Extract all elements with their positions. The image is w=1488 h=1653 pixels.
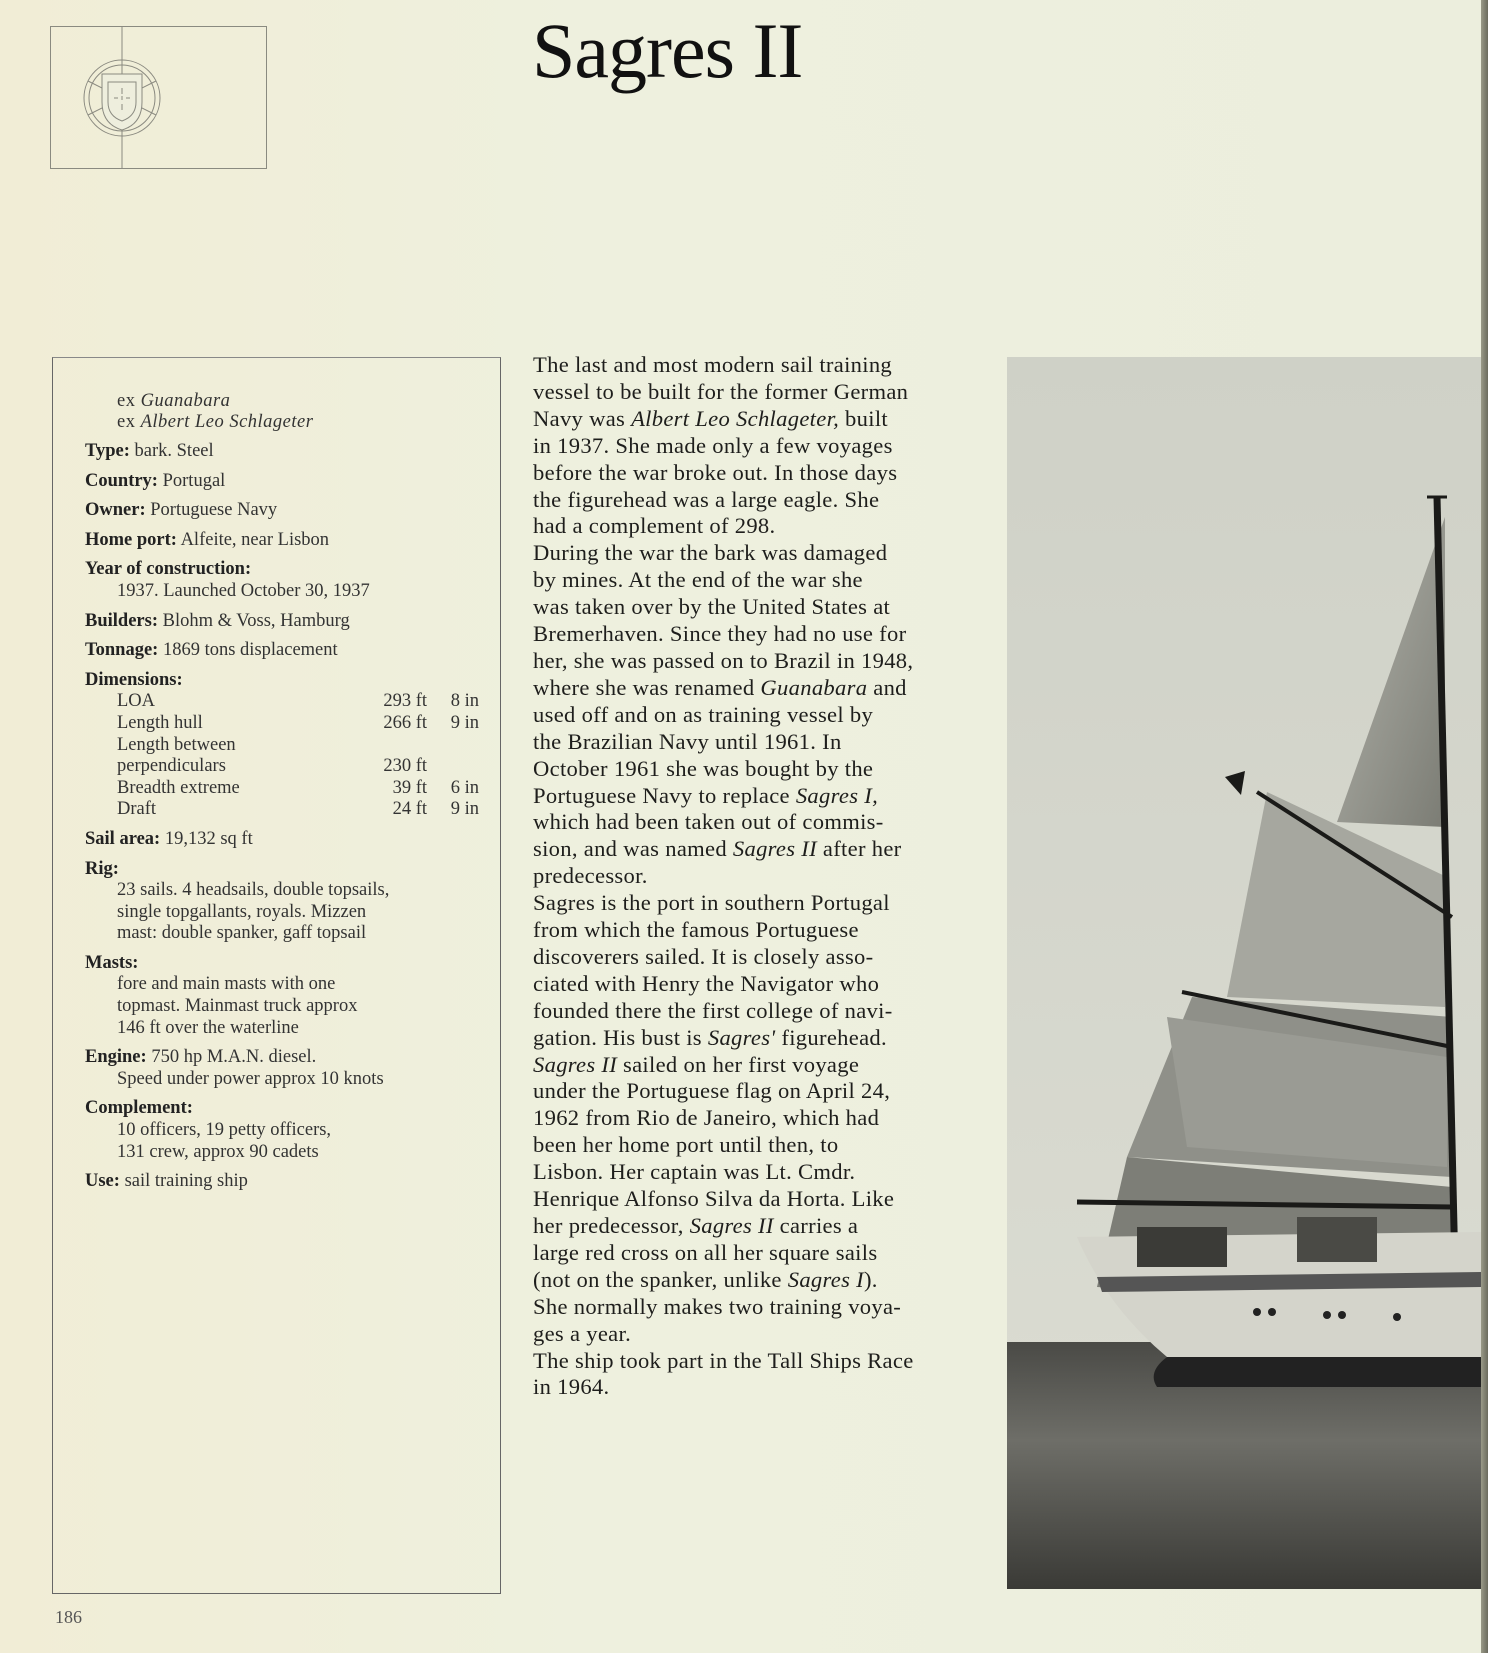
spec-line: [85, 859, 479, 881]
text-span: from which the famous Portuguese: [533, 917, 859, 943]
spec-detail-line: Speed under power approx 10 knots: [117, 1068, 384, 1089]
text-span: the Brazilian Navy until 1961. In: [533, 728, 842, 754]
text-line: [533, 540, 914, 567]
dimension-name: Length hull: [117, 712, 203, 733]
spec-field: [85, 1098, 479, 1163]
spec-value: Portugal: [157, 470, 226, 491]
dimension-inches: [427, 756, 479, 778]
text-span: which had been taken out of commis-: [533, 809, 884, 835]
dimension-name: Length between: [117, 734, 236, 755]
dimension-feet: 24 ft: [392, 799, 427, 820]
text-line: [533, 648, 914, 675]
spec-label: Use:: [85, 1171, 120, 1192]
text-span: ).: [863, 1266, 878, 1292]
former-name-prefix: ex: [117, 412, 141, 432]
text-line: [533, 1159, 914, 1186]
text-line: [533, 379, 914, 406]
spec-line: [85, 559, 479, 581]
text-span: October 1961 she was bought by the: [533, 755, 874, 781]
text-line: [533, 1294, 914, 1321]
spec-label: Year of construction:: [85, 559, 252, 580]
text-line: [533, 971, 914, 998]
dimension-row: [85, 691, 479, 713]
dimension-name: perpendiculars: [117, 756, 226, 777]
text-line: [533, 944, 914, 971]
text-span: The ship took part in the Tall Ships Race: [533, 1347, 914, 1373]
former-name: [85, 412, 479, 433]
text-span: built: [839, 405, 888, 431]
text-span: 1962 from Rio de Janeiro, which had: [533, 1105, 880, 1131]
text-line: [533, 1105, 914, 1132]
text-line: [533, 567, 914, 594]
spec-field: [85, 500, 479, 522]
text-span: Bremerhaven. Since they had no use for: [533, 621, 907, 647]
spec-value: Portuguese Navy: [145, 500, 278, 521]
spec-value: 19,132 sq ft: [160, 828, 253, 849]
spec-field: [85, 530, 479, 552]
spec-detail-line: 23 sails. 4 headsails, double topsails,: [117, 880, 390, 901]
text-line: [533, 1025, 914, 1052]
italic-ship-name: Sagres II: [533, 1051, 618, 1077]
dimension-row: [85, 735, 479, 757]
dimension-row: [85, 778, 479, 800]
spec-value: bark. Steel: [129, 441, 214, 461]
page-title: Sagres II: [532, 7, 803, 94]
text-span: The last and most modern sail training: [533, 352, 893, 377]
page-gutter: [1481, 0, 1488, 1653]
spec-label: Masts:: [85, 952, 139, 973]
spec-value: 750 hp M.A.N. diesel.: [146, 1047, 317, 1068]
text-span: by mines. At the end of the war she: [533, 567, 863, 593]
former-names: [85, 391, 479, 433]
portuguese-flag-illustration: [50, 26, 267, 169]
spec-detail-line: fore and main masts with one: [117, 974, 336, 995]
text-span: the figurehead was a large eagle. She: [533, 486, 880, 512]
dimension-row: [85, 713, 479, 735]
text-line: [533, 433, 914, 460]
text-line: [533, 1321, 914, 1348]
spec-field: [85, 1047, 479, 1090]
dimension-row: [85, 799, 479, 821]
text-span: vessel to be built for the former German: [533, 378, 909, 404]
spec-field: [85, 471, 479, 493]
text-line: [533, 998, 914, 1025]
text-span: had a complement of 298.: [533, 513, 776, 539]
text-line: [533, 675, 914, 702]
italic-ship-name: Sagres I: [787, 1266, 864, 1292]
text-span: in 1964.: [533, 1374, 610, 1400]
text-span: founded there the first college of navi-: [533, 997, 893, 1023]
text-span: Navy was: [533, 405, 632, 431]
spec-label: Owner:: [85, 500, 146, 521]
spec-label: Builders:: [85, 610, 158, 631]
dimension-feet: 266 ft: [383, 712, 427, 733]
text-line: [533, 621, 914, 648]
text-span: after her: [816, 836, 902, 862]
spec-line: [85, 611, 479, 633]
text-span: her, she was passed on to Brazil in 1948,: [533, 647, 914, 673]
text-line: [533, 756, 914, 783]
spec-field: [85, 859, 479, 945]
spec-label: Type:: [85, 441, 130, 461]
text-span: in 1937. She made only a few voyages: [533, 432, 893, 458]
text-span: Portuguese Navy to replace: [533, 782, 796, 808]
page-number: 186: [55, 1607, 82, 1627]
text-line: [533, 1186, 914, 1213]
text-span: figurehead.: [775, 1024, 887, 1050]
dimensions-label: Dimensions:: [85, 669, 183, 690]
text-span: During the war the bark was damaged: [533, 540, 888, 566]
text-span: been her home port until then, to: [533, 1132, 839, 1158]
spec-line: [85, 471, 479, 493]
text-line: [533, 1132, 914, 1159]
spec-detail-line: 146 ft over the waterline: [117, 1017, 299, 1038]
text-span: large red cross on all her square sails: [533, 1239, 878, 1265]
italic-ship-name: Sagres II: [689, 1213, 774, 1238]
italic-ship-name: Sagres II: [732, 836, 817, 862]
spec-detail-line: 10 officers, 19 petty officers,: [117, 1120, 332, 1141]
text-span: sion, and was named: [533, 836, 733, 862]
spec-label: Sail area:: [85, 828, 161, 849]
dimension-inches: 9 in: [450, 712, 479, 733]
text-line: [533, 917, 914, 944]
spec-field: [85, 611, 479, 633]
text-line: [533, 836, 914, 863]
spec-line: [85, 953, 479, 975]
spec-label: Tonnage:: [85, 640, 159, 661]
text-line: [533, 863, 914, 890]
spec-line: [85, 1047, 479, 1069]
text-span: her predecessor,: [533, 1213, 690, 1238]
text-line: [533, 729, 914, 756]
text-line: [533, 594, 914, 621]
text-span: predecessor.: [533, 863, 648, 889]
text-span: ges a year.: [533, 1320, 632, 1346]
spec-field: [85, 441, 479, 463]
text-span: before the war broke out. In those days: [533, 459, 898, 485]
spec-detail-line: single topgallants, royals. Mizzen: [117, 901, 367, 922]
text-line: [533, 406, 914, 433]
text-line: [533, 487, 914, 514]
dimension-row: [85, 756, 479, 778]
text-span: where she was renamed: [533, 674, 761, 700]
italic-ship-name: Guanabara: [760, 674, 868, 700]
text-line: [533, 890, 914, 917]
spec-line: [85, 500, 479, 522]
text-span: was taken over by the United States at: [533, 594, 891, 620]
text-span: and: [867, 674, 907, 700]
text-line: [533, 1213, 914, 1240]
former-name: [85, 391, 479, 412]
text-span: gation. His bust is: [533, 1024, 708, 1050]
text-line: [533, 1267, 914, 1294]
spec-field: [85, 559, 479, 602]
spec-detail-line: 131 crew, approx 90 cadets: [117, 1141, 319, 1162]
text-span: ciated with Henry the Navigator who: [533, 970, 880, 996]
spec-field: [85, 829, 479, 851]
spec-field: [85, 953, 479, 1039]
dimension-feet: [379, 735, 427, 757]
spec-value: Blohm & Voss, Hamburg: [157, 610, 350, 631]
text-span: Henrique Alfonso Silva da Horta. Like: [533, 1186, 895, 1212]
text-line: [533, 1374, 914, 1401]
former-name-value: Albert Leo Schlageter: [140, 412, 314, 432]
text-span: (not on the spanker, unlike: [533, 1266, 788, 1292]
dimensions: [85, 670, 479, 821]
dimension-feet: 230 ft: [383, 756, 427, 777]
spec-label: Rig:: [85, 858, 119, 879]
spec-field: [85, 640, 479, 662]
text-line: [533, 1052, 914, 1079]
dimension-inches: [427, 735, 479, 757]
text-line: [533, 1348, 914, 1375]
spec-field: [85, 1171, 479, 1193]
text-line: [533, 809, 914, 836]
article-text: [533, 352, 914, 1401]
italic-ship-name: Albert Leo Schlageter,: [631, 405, 840, 431]
spec-value: 1869 tons displacement: [158, 640, 338, 661]
text-span: She normally makes two training voya-: [533, 1293, 902, 1319]
spec-label: Engine:: [85, 1047, 147, 1068]
dimension-name: Breadth extreme: [117, 777, 240, 798]
dimension-inches: 9 in: [450, 799, 479, 820]
text-line: [533, 1078, 914, 1105]
text-span: sailed on her first voyage: [617, 1051, 860, 1077]
text-line: [533, 702, 914, 729]
spec-line: [85, 640, 479, 662]
text-span: Lisbon. Her captain was Lt. Cmdr.: [533, 1159, 856, 1185]
spec-line: [85, 441, 479, 463]
text-span: under the Portuguese flag on April 24,: [533, 1078, 891, 1104]
spec-label: Home port:: [85, 529, 177, 550]
text-line: [533, 460, 914, 487]
spec-detail-line: mast: double spanker, gaff topsail: [117, 923, 367, 944]
spec-label: Country:: [85, 470, 158, 491]
dimension-inches: 6 in: [450, 777, 479, 798]
dimension-name: LOA: [117, 691, 156, 712]
former-name-prefix: ex: [117, 391, 141, 411]
text-line: [533, 513, 914, 540]
text-span: carries a: [773, 1213, 859, 1238]
dimension-inches: 8 in: [450, 691, 479, 712]
italic-ship-name: Sagres I,: [795, 782, 879, 808]
text-span: discoverers sailed. It is closely asso-: [533, 943, 874, 969]
dimension-feet: 293 ft: [383, 691, 427, 712]
specifications-box: [52, 357, 501, 1594]
spec-line: [85, 1098, 479, 1120]
dimension-feet: 39 ft: [392, 777, 427, 798]
spec-value: sail training ship: [119, 1171, 248, 1192]
italic-ship-name: Sagres': [707, 1024, 776, 1050]
ship-photo: [1007, 357, 1481, 1589]
text-span: Sagres is the port in southern Portugal: [533, 890, 890, 916]
spec-line: [85, 829, 479, 851]
former-name-value: Guanabara: [140, 391, 231, 411]
text-span: used off and on as training vessel by: [533, 701, 874, 727]
spec-line: [85, 1171, 479, 1193]
spec-line: [85, 530, 479, 552]
spec-value: Alfeite, near Lisbon: [176, 529, 330, 550]
spec-detail-line: 1937. Launched October 30, 1937: [117, 580, 370, 601]
text-line: [533, 1240, 914, 1267]
spec-label: Complement:: [85, 1098, 193, 1119]
text-line: [533, 783, 914, 810]
dimension-name: Draft: [117, 799, 157, 820]
spec-detail-line: topmast. Mainmast truck approx: [117, 996, 358, 1017]
text-line: [533, 352, 914, 379]
